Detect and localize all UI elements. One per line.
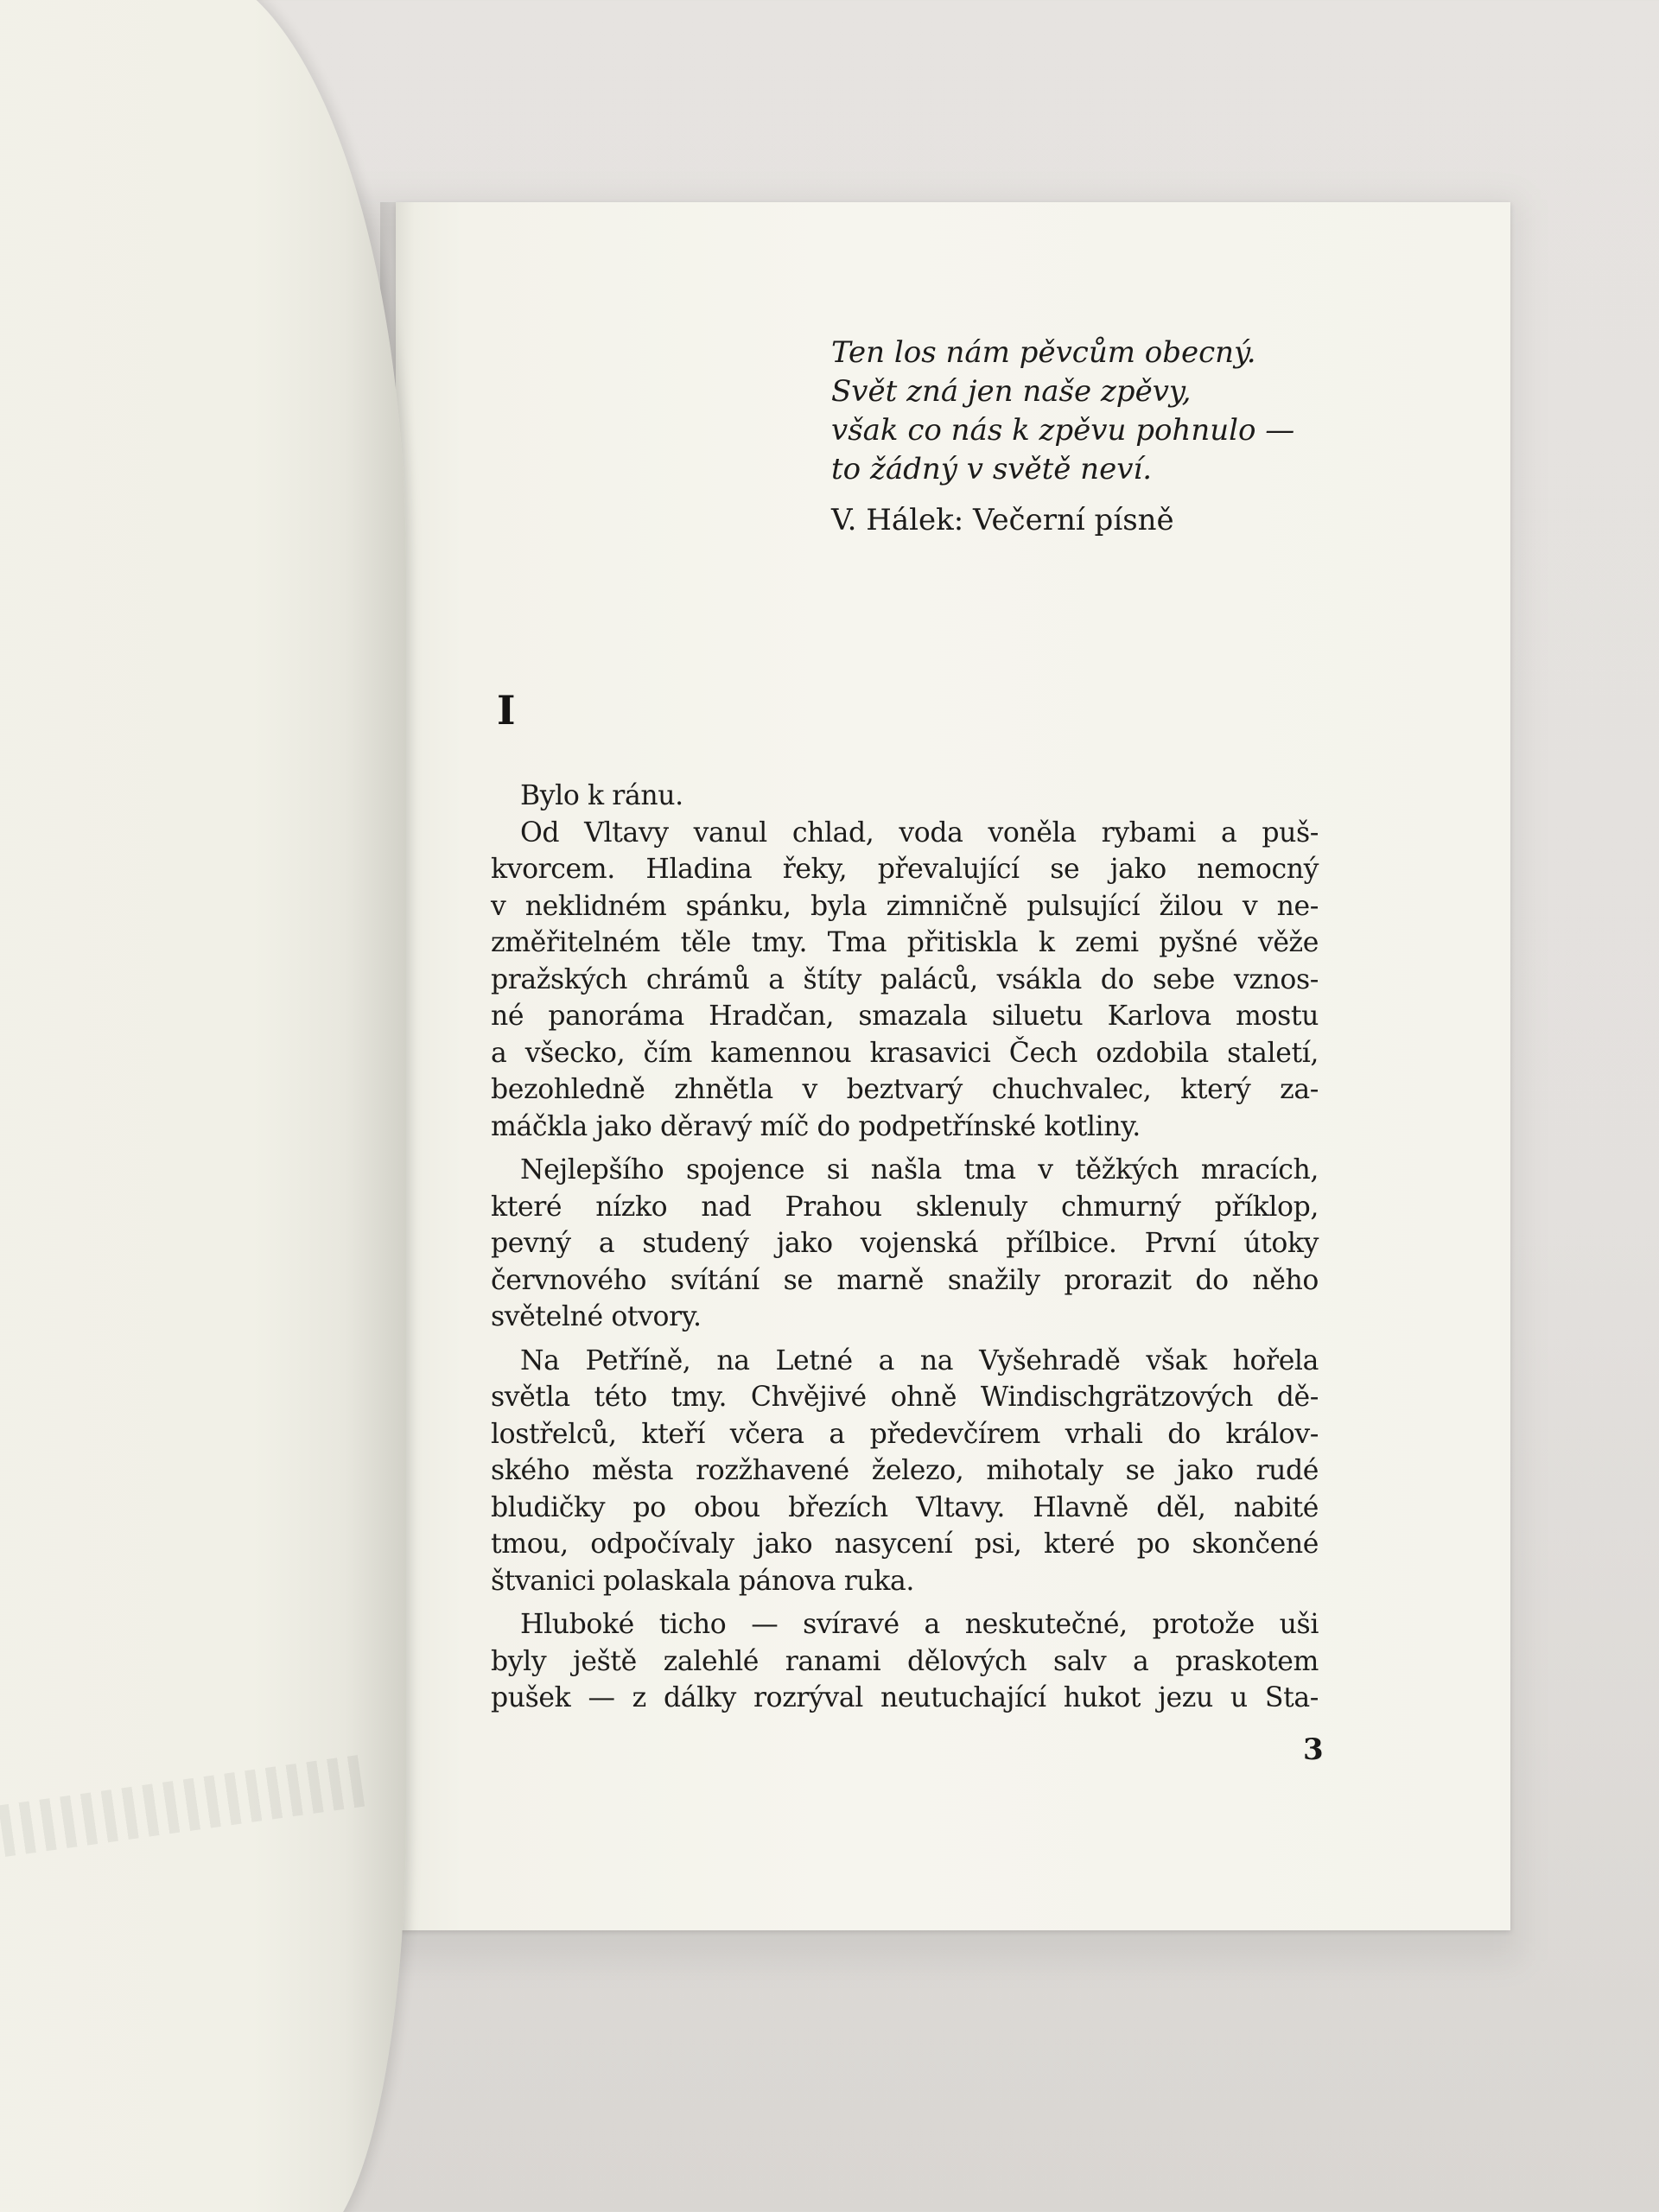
text-line: Nejlepšího spojence si našla tma v těžkých mracích, [520, 1154, 1319, 1185]
page-number: 3 [1303, 1732, 1324, 1767]
chapter-heading: I [497, 687, 516, 734]
epigraph-line: Ten los nám pěvcům obecný. [831, 335, 1256, 370]
text-line: které nízko nad Prahou sklenuly chmurný příklop, [491, 1191, 1319, 1223]
epigraph-attribution: V. Hálek: Večerní písně [831, 503, 1174, 537]
text-line: a všecko, čím kamennou krasavici Čech ozdobila staletí, [491, 1037, 1319, 1069]
epigraph-line: to žádný v světě neví. [831, 452, 1153, 486]
body-text [491, 778, 1319, 1717]
epigraph [831, 334, 1367, 540]
text-line: tmou, odpočívaly jako nasycení psi, které po skončené [491, 1529, 1319, 1560]
text-line: máčkla jako děravý míč do podpetřínské kotliny. [491, 1110, 1141, 1142]
text-line: v neklidném spánku, byla zimničně pulsující žilou v ne- [491, 890, 1319, 922]
text-line: Od Vltavy vanul chlad, voda voněla rybami a puš- [520, 817, 1319, 849]
text-line: ského města rozžhavené železo, mihotaly se jako rudé [491, 1455, 1319, 1486]
text-line: štvanici polaskala pánova ruka. [491, 1565, 914, 1597]
text-line: lostřelců, kteří včera a předevčírem vrhali do králov- [491, 1418, 1319, 1450]
text-line: bezohledně zhnětla v beztvarý chuchvalec, který za- [491, 1074, 1319, 1105]
text-line: pražských chrámů a štíty paláců, vsákla do sebe vznos- [491, 963, 1319, 995]
text-line: kvorcem. Hladina řeky, převalující se jako nemocný [491, 854, 1319, 885]
text-line: né panoráma Hradčan, smazala siluetu Karlova mostu [491, 1001, 1319, 1032]
text-line: pevný a studený jako vojenská přílbice. První útoky [491, 1228, 1319, 1259]
text-line: byly ještě zalehlé ranami dělových salv a praskotem [491, 1645, 1319, 1677]
text-line: červnového svítání se marně snažily prorazit do něho [491, 1264, 1319, 1296]
text-line: světla této tmy. Chvějivé ohně Windischgrätzových dě- [491, 1382, 1319, 1413]
text-line: bludičky po obou březích Vltavy. Hlavně děl, nabité [491, 1491, 1319, 1523]
left-page [0, 0, 406, 2212]
text-line: světelné otvory. [491, 1301, 702, 1332]
text-line: změřitelném těle tmy. Tma přitiskla k zemi pyšné věže [491, 927, 1319, 958]
epigraph-line: Svět zná jen naše zpěvy, [831, 374, 1192, 409]
text-line: Na Petříně, na Letné a na Vyšehradě však hořela [520, 1344, 1319, 1376]
text-line: pušek — z dálky rozrýval neutuchající hukot jezu u Sta- [491, 1682, 1319, 1713]
text-line: Bylo k ránu. [520, 780, 683, 811]
text-line: Hluboké ticho — svíravé a neskutečné, protože uši [520, 1609, 1319, 1640]
epigraph-line: však co nás k zpěvu pohnulo — [831, 413, 1295, 448]
